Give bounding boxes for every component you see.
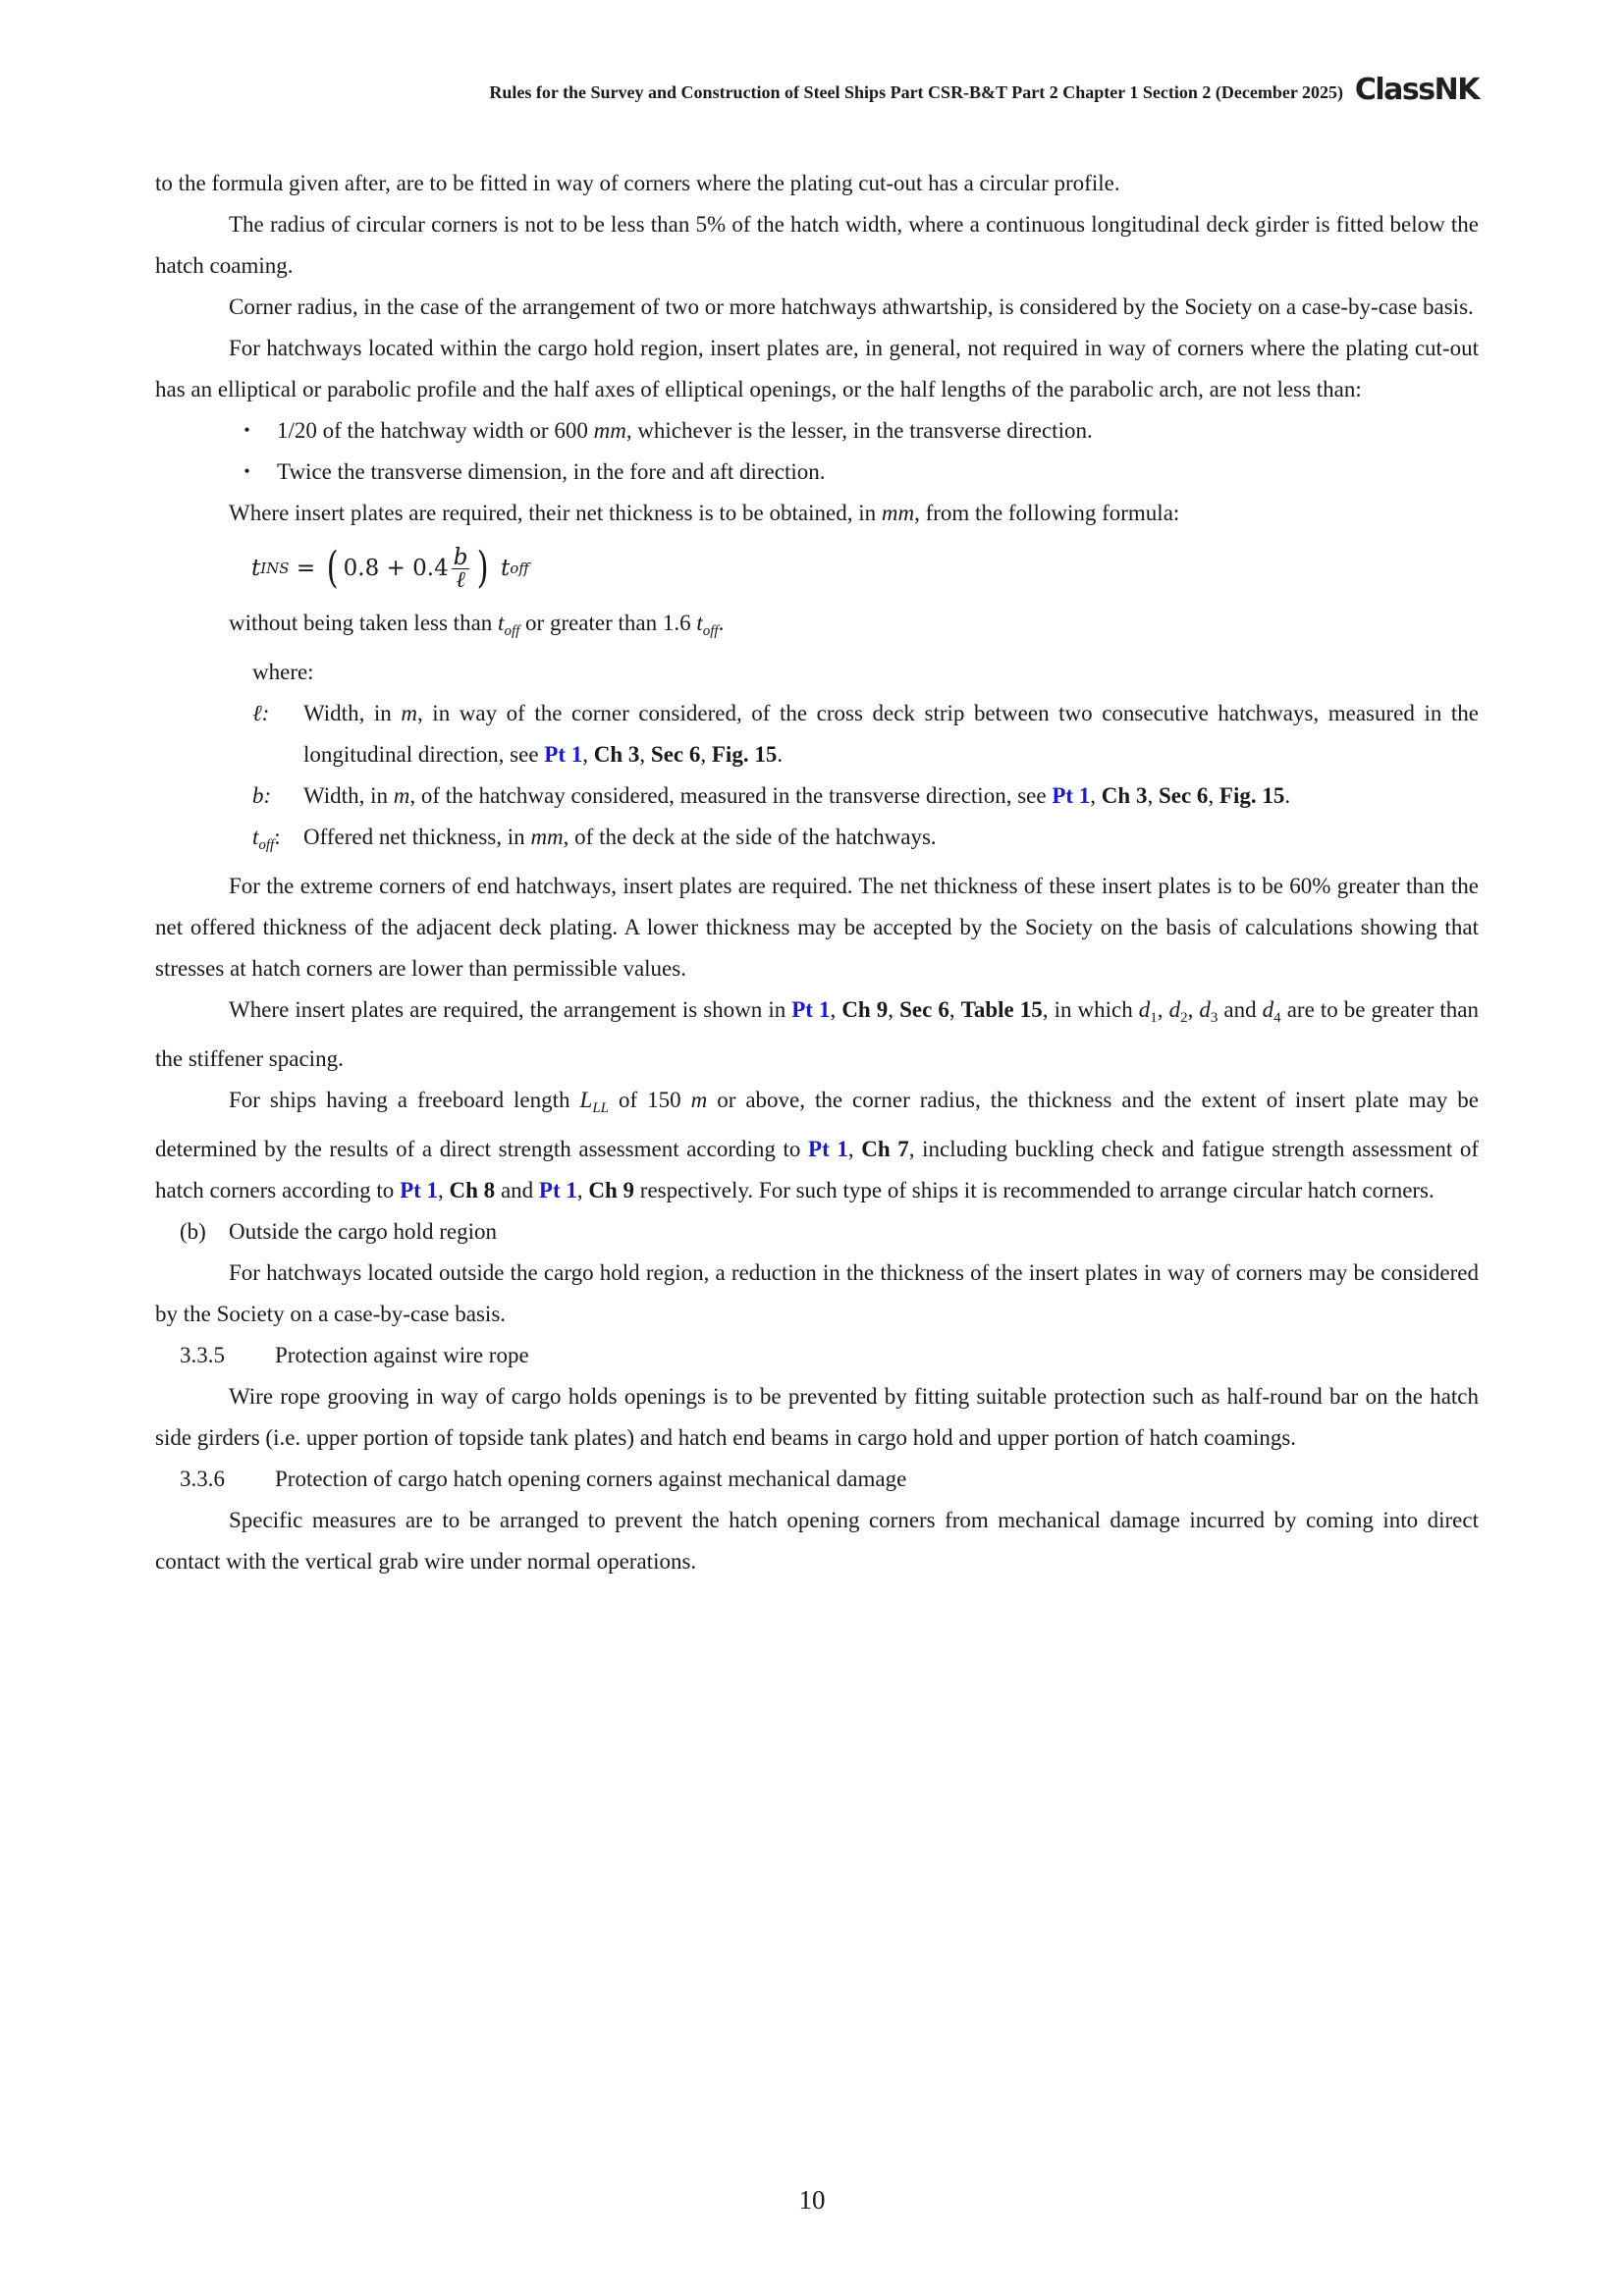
page-number: 10 [798, 2185, 826, 2215]
section-heading-3-3-5: 3.3.5 Protection against wire rope [180, 1343, 529, 1367]
bullet-item: ・ Twice the transverse dimension, in the fore and aft direction. [155, 452, 1479, 493]
paragraph: For ships having a freeboard length $L_{LL}$ of 150 m or above, the corner radius, the thickness and the extent of insert plate may be determined by the results of a direct strength assessment according to Pt 1, Ch 7, including buckling check and fatigue strength assessment of hatch corners according to Pt 1, Ch 8 and Pt 1, Ch 9 respectively. For such type of ships it is recommended to arrange circular hatch corners. [155, 1088, 1480, 1202]
paragraph: to the formula given after, are to be fitted in way of corners where the plating cut-out has a circular profile. [155, 171, 1120, 195]
paragraph: Corner radius, in the case of the arrangement of two or more hatchways athwartship, is considered by the Society on a case-by-case basis. [229, 294, 1474, 319]
paragraph: Wire rope grooving in way of cargo holds openings is to be prevented by fitting suitable protection such as half-round bar on the hatch side girders (i.e. upper portion of topside tank plates) and hatch end beams in cargo hold and upper portion of hatch coamings. [155, 1384, 1479, 1450]
paragraph: For hatchways located outside the cargo hold region, a reduction in the thickness of the insert plates in way of corners may be considered by the Society on a case-by-case basis. [155, 1260, 1479, 1326]
bullet-mark: ・ [236, 418, 258, 443]
where-definition: $t_{off}$: Offered net thickness, in mm, of the deck at the side of the hatchways. [252, 825, 937, 853]
paragraph: Specific measures are to be arranged to prevent the hatch opening corners from mechanical damage incurred by coming into direct contact with the vertical grab wire under normal operations. [155, 1508, 1479, 1574]
section-heading-3-3-6: 3.3.6 Protection of cargo hatch opening corners against mechanical damage [180, 1467, 907, 1491]
ref-link[interactable]: Pt 1 [544, 742, 583, 767]
formula-fraction: $\frac{b}{\text{ℓ}}$ [453, 544, 468, 593]
ref-link[interactable]: Pt 1 [1052, 783, 1091, 808]
paragraph: For hatchways located within the cargo hold region, insert plates are, in general, not required in way of corners where the plating cut-out has an elliptical or parabolic profile and the half axes of elliptical openings, or the half lengths of the parabolic arch, are not less than: [155, 336, 1479, 401]
ref-link[interactable]: Pt 1 [808, 1137, 848, 1161]
paragraph: The radius of circular corners is not to be less than 5% of the hatch width, where a continuous longitudinal deck girder is fitted below the hatch coaming. [155, 212, 1479, 278]
bullet-mark: ・ [236, 459, 258, 484]
ref-link[interactable]: Pt 1 [400, 1178, 439, 1202]
where-label: where: [252, 660, 314, 684]
ref-link[interactable]: Pt 1 [791, 997, 831, 1022]
paragraph: Where insert plates are required, the arrangement is shown in Pt 1, Ch 9, Sec 6, Table 15, in which $d_1$, $d_2$, $d_3$ and $d_4$ are to be greater than the stiffener spacing. [155, 997, 1480, 1071]
paragraph: Where insert plates are required, their net thickness is to be obtained, in mm, from the following formula: [229, 501, 1180, 525]
classnk-logo: ClassNK [1354, 73, 1479, 107]
document-body [155, 163, 1479, 1582]
insert-plate-formula: t INS = ( 0.8 + 0.4 $\frac{b}{\text{ℓ}}$ ) t off [251, 543, 529, 593]
paragraph: without being taken less than $t_{off}$ or greater than 1.6 $t_{off}$. [229, 611, 725, 639]
page-header [155, 73, 1479, 118]
bullet-item: ・ 1/20 of the hatchway width or 600 mm, whichever is the lesser, in the transverse direction. [155, 410, 1479, 452]
where-definition: ℓ: Width, in m, in way of the corner considered, of the cross deck strip between two consecutive hatchways, measured in the longitudinal direction, see Pt 1, Ch 3, Sec 6, Fig. 15. [252, 701, 1479, 767]
ref-link[interactable]: Pt 1 [538, 1178, 577, 1202]
subsection-heading: (b) Outside the cargo hold region [180, 1219, 497, 1244]
where-definition: b: Width, in m, of the hatchway considered, measured in the transverse direction, see Pt 1, Ch 3, Sec 6, Fig. 15. [252, 783, 1291, 808]
paragraph: For the extreme corners of end hatchways, insert plates are required. The net thickness of these insert plates is to be 60% greater than the net offered thickness of the adjacent deck plating. A lower thickness may be accepted by the Society on the basis of calculations showing that stresses at hatch corners are lower than permissible values. [155, 874, 1479, 981]
header-title: Rules for the Survey and Construction of Steel Ships Part CSR-B&T Part 2 Chapter 1 Section 2 (December 2025) [489, 82, 1343, 102]
